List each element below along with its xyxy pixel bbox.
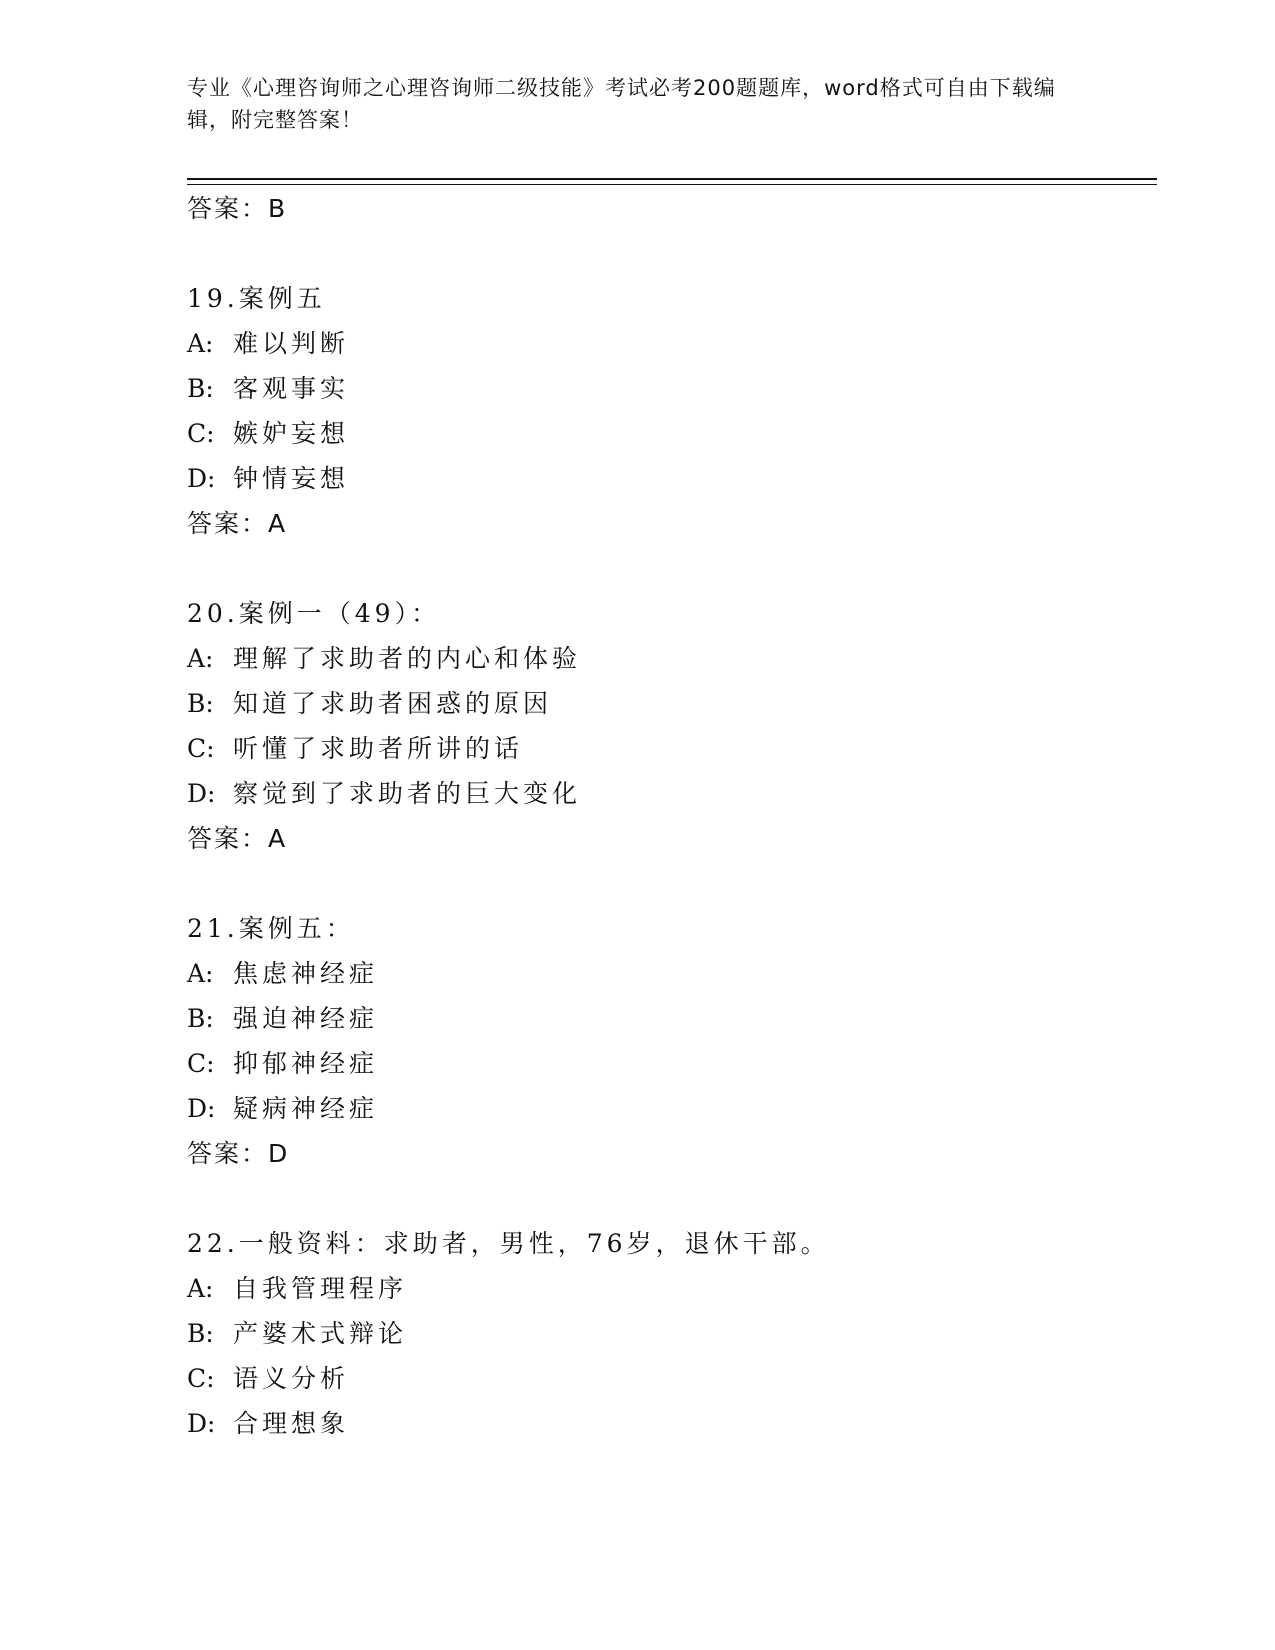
option-prefix: C: [187, 419, 215, 448]
option-text: 焦虑神经症 [233, 959, 379, 988]
option-prefix: A: [187, 1274, 214, 1303]
question-21-option-d [187, 1093, 378, 1125]
question-21-option-a [187, 958, 378, 990]
document-header: 专业《心理咨询师之心理咨询师二级技能》考试必考200题题库，word格式可自由下载编辑，附完整答案！ [187, 76, 1056, 132]
question-22-stem: 22.一般资料：求助者，男性，76岁，退休干部。 [187, 1229, 830, 1258]
question-22-option-a [187, 1273, 407, 1305]
option-text: 客观事实 [233, 374, 350, 403]
question-21-stem: 21.案例五： [187, 914, 355, 943]
option-prefix: C: [187, 734, 215, 763]
header-divider [187, 178, 1157, 185]
question-22-option-c [187, 1363, 349, 1395]
option-text: 疑病神经症 [233, 1094, 379, 1123]
question-20-option-d [187, 778, 581, 810]
option-prefix: B: [187, 1319, 214, 1348]
answer-19: 答案：A [187, 509, 288, 538]
question-19-option-a [187, 328, 349, 360]
option-text: 察觉到了求助者的巨大变化 [233, 779, 582, 808]
question-20-option-b [187, 688, 552, 720]
option-prefix: B: [187, 374, 214, 403]
answer-20: 答案：A [187, 824, 288, 853]
question-21-option-b [187, 1003, 378, 1035]
option-text: 自我管理程序 [233, 1274, 408, 1303]
option-text: 嫉妒妄想 [233, 419, 350, 448]
option-text: 强迫神经症 [233, 1004, 379, 1033]
option-prefix: D: [187, 779, 216, 808]
option-prefix: B: [187, 1004, 214, 1033]
option-prefix: A: [187, 644, 214, 673]
option-prefix: A: [187, 959, 214, 988]
question-22-option-d [187, 1408, 349, 1440]
option-prefix: B: [187, 689, 214, 718]
question-19-option-d [187, 463, 349, 495]
option-prefix: D: [187, 464, 216, 493]
option-text: 产婆术式辩论 [233, 1319, 408, 1348]
option-text: 难以判断 [233, 329, 350, 358]
option-text: 合理想象 [233, 1409, 350, 1438]
question-19-option-c [187, 418, 349, 450]
option-text: 理解了求助者的内心和体验 [233, 644, 582, 673]
option-text: 语义分析 [233, 1364, 350, 1393]
question-19-option-b [187, 373, 349, 405]
question-20-option-a [187, 643, 581, 675]
question-21-option-c [187, 1048, 378, 1080]
option-prefix: C: [187, 1049, 215, 1078]
option-prefix: C: [187, 1364, 215, 1393]
option-prefix: D: [187, 1094, 216, 1123]
answer-18: 答案：B [187, 194, 288, 223]
question-20-option-c [187, 733, 523, 765]
option-text: 知道了求助者困惑的原因 [233, 689, 553, 718]
option-prefix: A: [187, 329, 214, 358]
question-22-option-b [187, 1318, 407, 1350]
option-text: 抑郁神经症 [233, 1049, 379, 1078]
answer-21: 答案：D [187, 1139, 290, 1168]
option-text: 听懂了求助者所讲的话 [233, 734, 524, 763]
question-20-stem: 20.案例一（49）： [187, 599, 441, 628]
question-19-stem: 19.案例五 [187, 284, 326, 313]
option-text: 钟情妄想 [233, 464, 350, 493]
option-prefix: D: [187, 1409, 216, 1438]
